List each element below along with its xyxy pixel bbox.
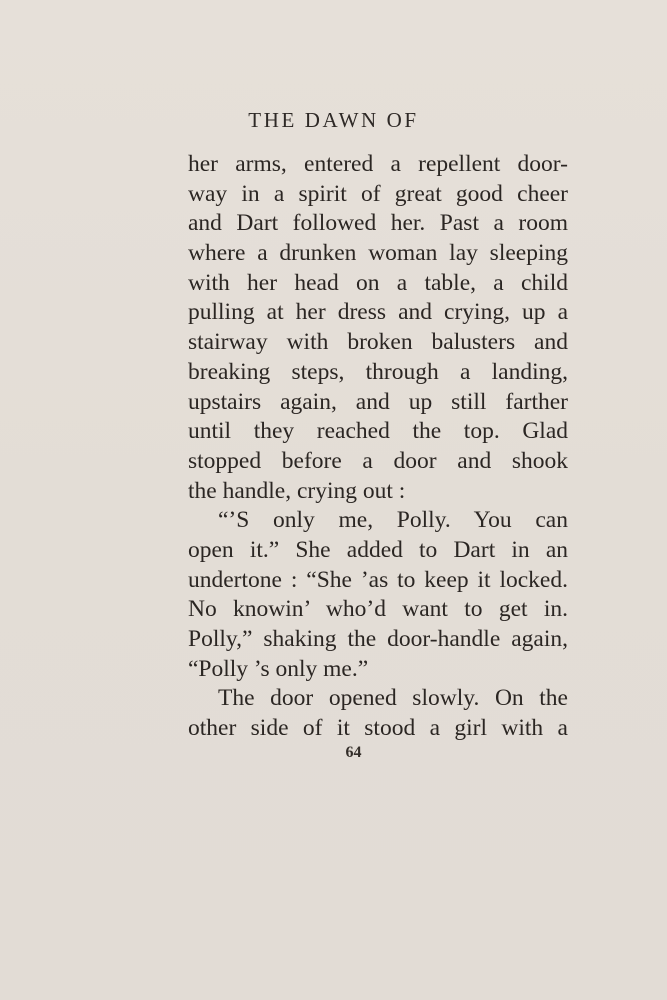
body-text bbox=[188, 150, 568, 744]
running-head: THE DAWN OF bbox=[248, 108, 419, 132]
text-line: and Dart followed her. Past a room bbox=[188, 210, 568, 237]
text-line: her arms, entered a repellent door- bbox=[188, 151, 568, 177]
text-line: way in a spirit of great good cheer bbox=[188, 180, 568, 207]
text-line: Polly,” shaking the door-handle again, bbox=[188, 626, 568, 652]
text-line: stopped before a door and shook bbox=[188, 447, 568, 474]
text-line: open it.” She added to Dart in an bbox=[188, 536, 568, 563]
text-line: pulling at her dress and crying, up a bbox=[188, 299, 568, 326]
text-line: undertone : “She ’as to keep it locked. bbox=[188, 566, 568, 593]
text-line: stairway with broken balusters and bbox=[188, 329, 568, 356]
text-line: No knowin’ who’d want to get in. bbox=[188, 596, 568, 623]
text-line: upstairs again, and up still farther bbox=[188, 388, 568, 415]
page-number: 64 bbox=[345, 744, 362, 761]
text-line: the handle, crying out : bbox=[188, 477, 406, 504]
text-line: “’S only me, Polly. You can bbox=[218, 507, 568, 534]
text-line: breaking steps, through a landing, bbox=[188, 358, 568, 385]
text-line: The door opened slowly. On the bbox=[218, 685, 568, 712]
text-line: other side of it stood a girl with a bbox=[188, 715, 568, 742]
text-line: where a drunken woman lay sleeping bbox=[188, 240, 568, 267]
text-line: until they reached the top. Glad bbox=[188, 418, 568, 445]
text-line: with her head on a table, a child bbox=[188, 269, 568, 296]
text-line: “Polly ’s only me.” bbox=[188, 655, 369, 682]
